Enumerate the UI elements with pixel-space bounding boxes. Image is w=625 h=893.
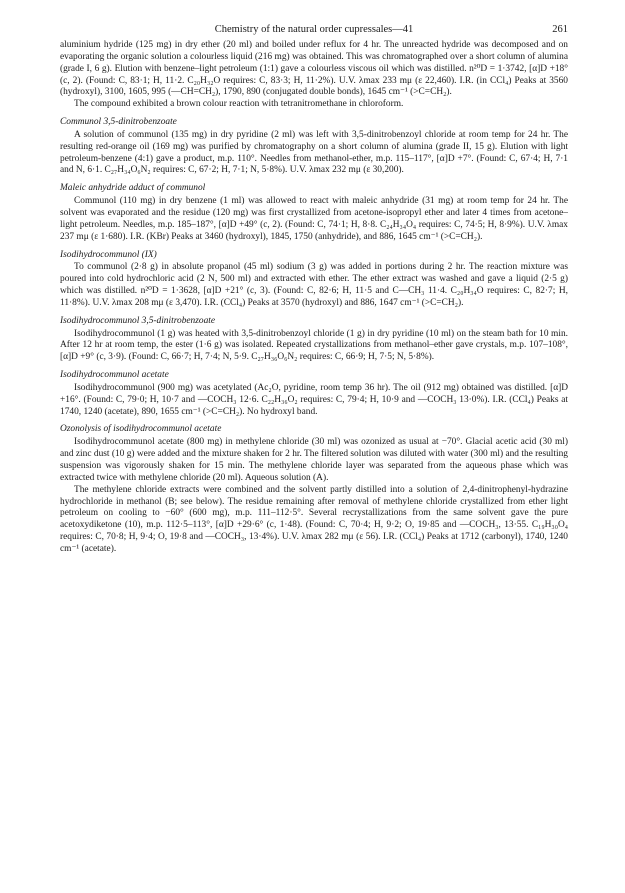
section-heading: Isodihydrocommunol acetate bbox=[60, 370, 169, 381]
intro-continuation bbox=[60, 40, 568, 111]
section-heading: Maleic anhydride adduct of communol bbox=[60, 183, 206, 194]
paragraph: A solution of communol (135 mg) in dry pyridine (2 ml) was left with 3,5-dinitrobenzoyl chloride at room temp for 24 hr. The resulting red-orange oil (169 mg) was purified by chromatography on a short column of alumina (grade II, 15 g). Elution with light petroleum-benzene (4:1) gave a product, m.p. 110°. Needles from methanol-ether, m.p. 115–117°, [α]D +7°. (Found: C, 67·4; H, 7·1 and N, 6·1. C₂₇H₃₄O₆N₂ requires: C, 67·2; H, 7·1; N, 5·8%). U.V. λmax 232 mμ (ε 30,200). bbox=[60, 129, 568, 176]
paragraph: Isodihydrocommunol acetate (800 mg) in methylene chloride (30 ml) was ozonized as usual at −70°. Glacial acetic acid (30 ml) and zinc dust (10 g) were added and the mixture shaken for 2 hr. The filtered solution was diluted with water (300 ml) and the resulting suspension was vigorously shaken for 15 min. The methylene chloride layer was separated from the aqueous phase which was extracted twice with methylene chloride (20 ml). Aqueous solution (A). bbox=[60, 437, 568, 483]
paragraph: Communol (110 mg) in dry benzene (1 ml) was allowed to react with maleic anhydride (31 mg) at room temp for 24 hr. The solvent was evaporated and the residue (120 mg) was first crystallized from acetone-isopropyl ether and later 4 times from acetone–light petroleum. Needles, m.p. 185–187°, [α]D +49° (c, 2). (Found: C, 74·1; H, 8·8. C₂₄H₃₄O₄ requires: C, 74·5; H, 8·9%). U.V. λmax 237 mμ (ε 1·680). I.R. (KBr) Peaks at 3460 (hydroxyl), 1845, 1750 (anhydride), and 886, 1645 cm⁻¹ (>C=CH₂). bbox=[60, 196, 568, 242]
paragraph: aluminium hydride (125 mg) in dry ether (20 ml) and boiled under reflux for 4 hr. The unreacted hydride was decomposed and on evaporating the organic solution a colourless liquid (216 mg) was obtained. This was chromatographed over a short column of alumina (grade I, 6 g). Elution with benzene–light petroleum (1:1) gave a colourless viscous oil which was distilled. n²⁰D = 1·3742, [α]D +18° (c, 2). (Found: C, 83·1; H, 11·2. C₂₀H₃₂O requires: C, 83·3; H, 11·2%). U.V. λmax 233 mμ (ε 22,460). I.R. (in CCl₄) Peaks at 3560 (hydroxyl), 3100, 1605, 995 (—CH=CH₂), 1790, 890 (conjugated double bonds), 1645 cm⁻¹ (>C=CH₂). bbox=[60, 40, 568, 98]
running-title: Chemistry of the natural order cupressales—41 bbox=[214, 24, 414, 35]
paragraph: The methylene chloride extracts were combined and the solvent partly distilled into a solution of 2,4-dinitrophenyl-hydrazine hydrochloride in methanol (B; see below). The residue remaining after removal of methylene chloride crystallized from ether light petroleum on cooling to −60° (600 mg), m.p. 111–112·5°. Several recrystallizations from the same solvent gave the pure acetoxydiketone (10), m.p. 112·5–113°, [α]D +29·6° (c, 1·48). (Found: C, 70·4; H, 9·2; O, 19·85 and —COCH₃, 13·55. C₁₉H₃₀O₄ requires: C, 70·8; H, 9·4; O, 19·8 and —COCH₃, 13·4%). U.V. λmax 282 mμ (ε 56). I.R. (CCl₄) Peaks at 1712 (carbonyl), 1740, 1240 cm⁻¹ (acetate). bbox=[60, 484, 568, 554]
section-heading: Isodihydrocommunol 3,5-dinitrobenzoate bbox=[60, 315, 216, 326]
section-isodihydrocommunol-dinitrobenzoate bbox=[60, 316, 568, 364]
section-communol-dinitrobenzoate bbox=[60, 117, 568, 177]
section-heading: Isodihydrocommunol (IX) bbox=[60, 249, 157, 260]
paragraph: To communol (2·8 g) in absolute propanol (45 ml) sodium (3 g) was added in portions during 2 hr. The reaction mixture was poured into cold hydrochloric acid (2 N, 500 ml) and extracted with ether. The ether extract was washed and gave a liquid (2·5 g) which was distilled. n²⁰D = 1·3628, [α]D +21° (c, 3). (Found: C, 82·6; H, 11·5 and C—CH₃ 11·4. C₂₀H₃₄O requires: C, 82·7; H, 11·8%). U.V. λmax 208 mμ (ε 3,470). I.R. (CCl₄) Peaks at 3570 (hydroxyl) and 886, 1647 cm⁻¹ (>C=CH₂). bbox=[60, 262, 568, 308]
page-number: 261 bbox=[552, 24, 568, 35]
section-heading: Ozonolysis of isodihydrocommunol acetate bbox=[60, 424, 222, 435]
paragraph: Isodihydrocommunol (900 mg) was acetylated (Ac₂O, pyridine, room temp 36 hr). The oil (912 mg) obtained was distilled. [α]D +16°. (Found: C, 79·0; H, 10·7 and —COCH₃ 12·6. C₂₂H₃₆O₂ requires: C, 79·4; H, 10·9 and —COCH₃ 13·0%). I.R. (CCl₄) Peaks at 1740, 1240 (acetate), 890, 1655 cm⁻¹ (>C=CH₂). No hydroxyl band. bbox=[60, 382, 568, 417]
section-heading: Communol 3,5-dinitrobenzoate bbox=[60, 117, 177, 128]
section-isodihydrocommunol-acetate bbox=[60, 370, 568, 418]
paragraph: Isodihydrocommunol (1 g) was heated with 3,5-dinitrobenzoyl chloride (1 g) in dry pyridine (10 ml) on the steam bath for 10 min. After 12 hr at room temp, the ester (1·6 g) was isolated. Repeated crystallizations from methanol–ether gave crystals, m.p. 107–108°, [α]D +9° (c, 3·9). (Found: C, 66·7; H, 7·4; N, 5·9. C₂₇H₃₆O₆N₂ requires: C, 66·9; H, 7·5; N, 5·8%). bbox=[60, 328, 568, 363]
journal-page bbox=[60, 14, 568, 556]
running-header bbox=[60, 14, 568, 40]
section-maleic-anhydride-adduct bbox=[60, 183, 568, 243]
paragraph: The compound exhibited a brown colour reaction with tetranitromethane in chloroform. bbox=[74, 99, 404, 110]
section-isodihydrocommunol bbox=[60, 250, 568, 310]
section-ozonolysis bbox=[60, 424, 568, 555]
